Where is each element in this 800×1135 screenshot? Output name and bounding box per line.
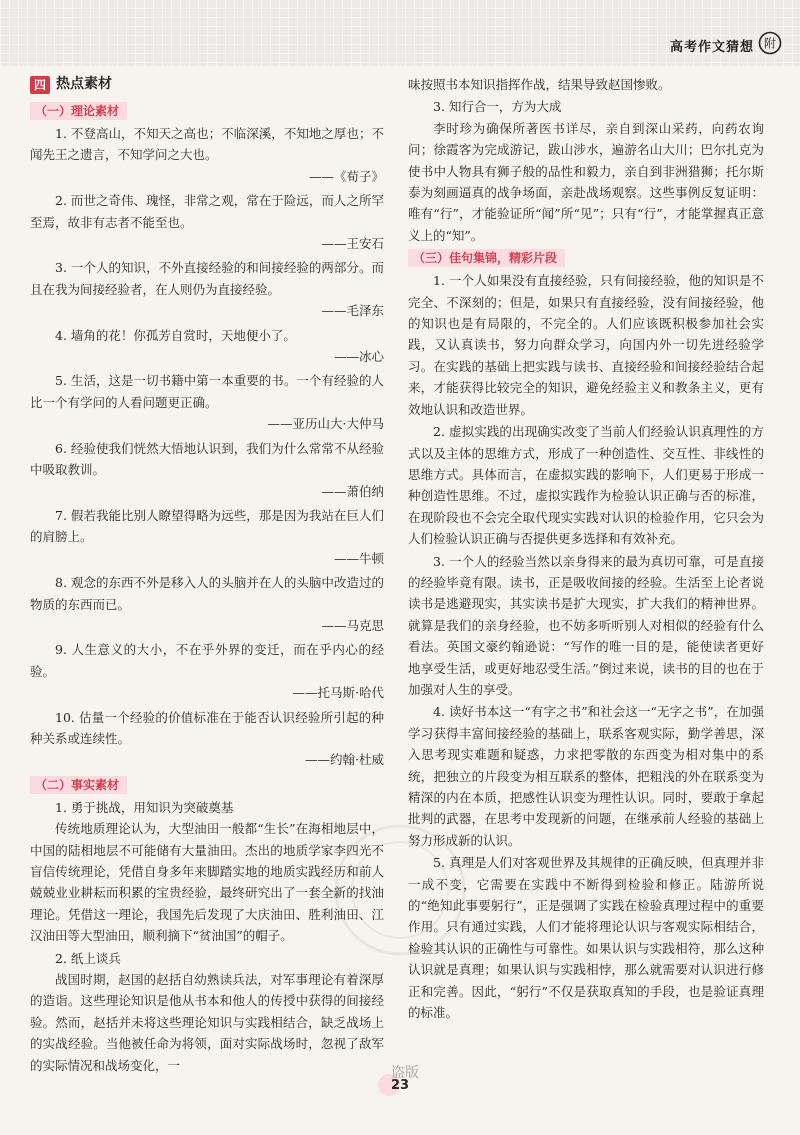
quote-item xyxy=(30,190,384,254)
section-number: 四 xyxy=(30,76,50,94)
header-title: 高考作文猜想 xyxy=(669,40,754,55)
quote-text: 4. 墙角的花！你孤芳自赏时，天地便小了。 xyxy=(55,327,296,343)
quote-text: 6. 经验使我们恍然大悟地认识到，我们为什么常常不从经验中吸取教训。 xyxy=(30,440,384,478)
quote-item xyxy=(30,438,384,502)
excerpt-paragraph: 5. 真理是人们对客观世界及其规律的正确反映，但真理并非一成不变，它需要在实践中不断得到检验和修正。陆游所说的“绝知此事要躬行”，正是强调了实践在检验真理过程中的重要作用。只有通过实践，人们才能将理论认识与客观实际相结合，检验其认识的正确性与可靠性。如果认识与实践相符，那么这种认识就是真理；如果认识与实践相悖，那么就需要对认识进行修正和完善。因此，“躬行”不仅是获取真知的手段，也是验证真理的标准。 xyxy=(408,855,764,1021)
section-title xyxy=(30,74,384,96)
fact-title: 3. 知行合一，方为大成 xyxy=(433,99,562,115)
quote-attribution: ——毛泽东 xyxy=(321,303,384,319)
excerpt-paragraph: 3. 一个人的经验当然以亲身得来的最为真切可靠，可是直接的经验毕竟有限。读书，正是吸收间接的经验。生活至上论者说读书是逃避现实，其实读书是扩大现实，扩大我们的精神世界。就算是我们的亲身经验，也不妨多听听别人对相似的经验有什么看法。英国文豪约翰逊说：“写作的唯一目的是，能使读者更好地享受生活，或更好地忍受生活。”倒过来说，读书的目的也在于加强对人生的享受。 xyxy=(408,553,764,697)
theory-heading: （一）理论素材 xyxy=(30,102,127,120)
quote-attribution: ——马克思 xyxy=(321,617,384,633)
excerpt-paragraph: 4. 读好书本这一“有字之书”和社会这一“无字之书”，在加强学习获得丰富间接经验的基础上，联系客观实际，勤学善思，深入思考现实难题和疑惑，力求把零散的东西变为相对集中的系统，把独立的片段变为相互联系的整体，把粗浅的外在联系变为精深的内在本质，把感性认识变为理性认识。同时，要敢于拿起批判的武器，在思考中发现新的问题，在继承前人经验的基础上努力形成新的认识。 xyxy=(408,704,764,848)
excerpts-heading: （三）佳句集锦，精彩片段 xyxy=(408,249,565,267)
excerpt-paragraph: 2. 虚拟实践的出现确实改变了当前人们经验认识真理性的方式以及主体的思维方式，形成了一种创造性、交互性、非线性的思维方式。具体而言，在虚拟实践的影响下，人们更易于形成一种创造性思维。不过，虚拟实践作为检验认识正确与否的标准，在现阶段也不会完全取代现实实践对认识的检验作用，它只会为人们检验认识正确与否提供更多选择和有效补充。 xyxy=(408,424,764,547)
quote-item xyxy=(30,257,384,321)
facts-heading: （二）事实素材 xyxy=(30,776,127,794)
fact-title: 2. 纸上谈兵 xyxy=(55,950,121,966)
left-column xyxy=(30,74,384,1077)
fact-body-continuation: 味按照书本知识指挥作战，结果导致赵国惨败。 xyxy=(408,77,671,92)
fact-body: 李时珍为确保所著医书详尽，亲自到深山采药，向药农询问；徐霞客为完成游记，跋山涉水，遍游名山大川；巴尔扎克为使书中人物具有狮子般的品性和毅力，亲自到非洲猎狮；托尔斯泰为刻画逼真的战争场面，亲赴战场观察。这些事例反复证明：唯有“行”，才能验证所“闻”所“见”；只有“行”，才能掌握真正意义上的“知”。 xyxy=(408,120,764,243)
quote-text: 2. 而世之奇伟、瑰怪，非常之观，常在于险远，而人之所罕至焉，故非有志者不能至也。 xyxy=(30,193,384,230)
quote-item xyxy=(30,370,384,434)
fact-body: 传统地质理论认为，大型油田一般都“生长”在海相地层中，中国的陆相地层不可能储有大量油田。杰出的地质学家李四光不盲信传统理论，凭借自身多年来脚踏实地的地质实践经历和前人兢兢业业耕耘而积累的宝贵经验，最终研究出了一套全新的找油理论。凭借这一理论，我国先后发现了大庆油田、胜利油田、江汉油田等大型油田，顺利摘下“贫油国”的帽子。 xyxy=(30,821,384,944)
fact-body: 战国时期，赵国的赵括自幼熟读兵法，对军事理论有着深厚的造诣。这些理论知识是他从书本和他人的传授中获得的间接经验。然而，赵括并未将这些理论知识与实践相结合，缺乏战场上的实战经验。当他被任命为将领，面对实际战场时，忽视了敌军的实际情况和战场变化，一 xyxy=(30,972,384,1073)
quote-item xyxy=(30,325,384,368)
quote-attribution: ——《荀子》 xyxy=(308,168,384,184)
excerpt-paragraph: 1. 一个人如果没有直接经验，只有间接经验，他的知识是不完全、不深刻的；但是，如果只有直接经验，没有间接经验，他的知识也是有局限的，不完全的。人们应该既积极参加社会实践，又认真读书，努力向群众学习，向国内外一切先进经验学习。在实践的基础上把实践与读书、直接经验和间接经验结合起来，才能获得比较完全的知识，避免经验主义和教条主义，更有效地认识和改造世界。 xyxy=(408,273,764,417)
quote-text: 3. 一个人的知识，不外直接经验的和间接经验的两部分。而且在我为间接经验者，在人则仍为直接经验。 xyxy=(30,260,384,297)
section-title-text: 热点素材 xyxy=(56,76,112,93)
quote-text: 10. 估量一个经验的价值标准在于能否认识经验所引起的种种关系或连续性。 xyxy=(30,709,384,746)
quote-attribution: ——约翰·杜威 xyxy=(305,752,384,768)
quote-attribution: ——托马斯·哈代 xyxy=(292,685,384,701)
fact-title: 1. 勇于挑战，用知识为突破奠基 xyxy=(55,799,234,815)
quote-text: 1. 不登高山，不知天之高也；不临深溪，不知地之厚也；不闻先王之遗言，不知学问之大也。 xyxy=(30,126,384,163)
page-number: 23 xyxy=(390,1078,410,1093)
quote-text: 9. 人生意义的大小，不在乎外界的变迁，而在乎内心的经验。 xyxy=(30,642,384,679)
header-badge-icon xyxy=(758,31,782,55)
quote-attribution: ——王安石 xyxy=(321,236,384,252)
header-badge-text: 附 xyxy=(763,36,777,51)
quote-item xyxy=(30,707,384,771)
quote-attribution: ——萧伯纳 xyxy=(321,483,384,499)
quote-item xyxy=(30,505,384,569)
quote-item xyxy=(30,123,384,187)
quote-attribution: ——牛顿 xyxy=(333,550,384,566)
quote-item xyxy=(30,572,384,636)
quote-attribution: ——亚历山大·大仲马 xyxy=(267,416,384,432)
quote-text: 8. 观念的东西不外是移入人的头脑并在人的头脑中改造过的物质的东西而已。 xyxy=(30,575,384,612)
quote-attribution: ——冰心 xyxy=(333,349,384,365)
watermark: 盗版 xyxy=(391,1065,419,1081)
quote-text: 7. 假若我能比别人瞭望得略为远些，那是因为我站在巨人们的肩膀上。 xyxy=(30,507,384,545)
quote-item xyxy=(30,639,384,703)
quote-text: 5. 生活，这是一切书籍中第一本重要的书。一个有经验的人比一个有学问的人看问题更正确。 xyxy=(30,373,384,410)
right-column xyxy=(408,74,764,1024)
header-band xyxy=(0,0,800,66)
